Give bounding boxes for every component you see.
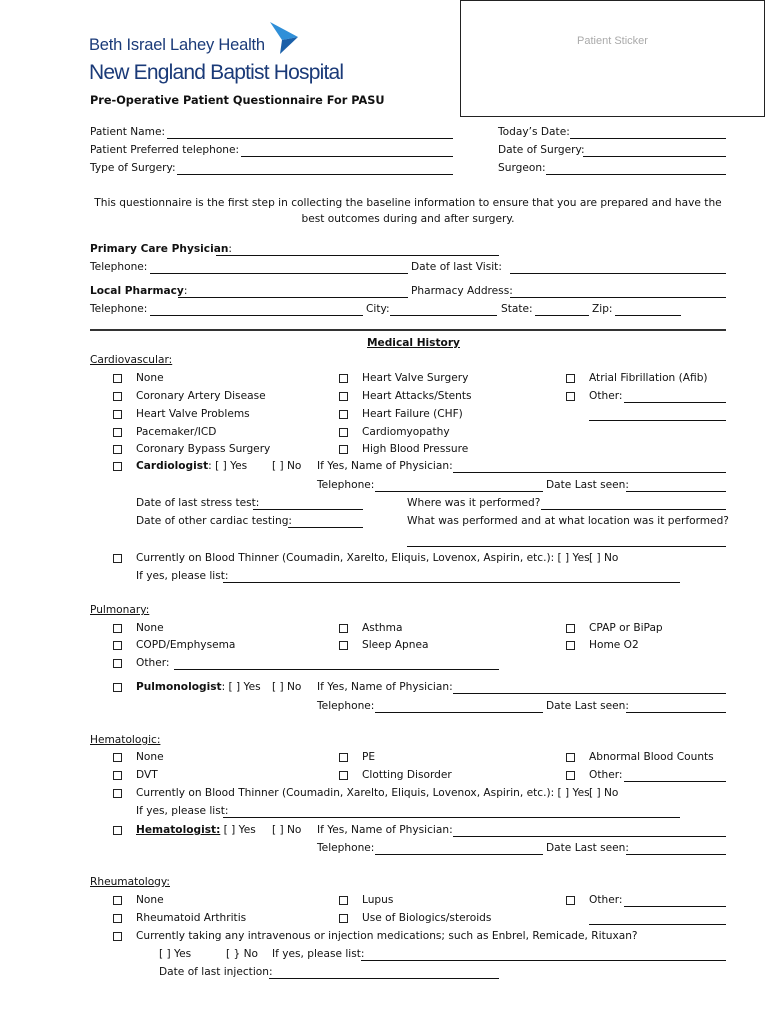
pharmacy-colon: : bbox=[183, 285, 188, 297]
cardio-physician-field[interactable] bbox=[453, 472, 726, 473]
patient-name-field[interactable] bbox=[167, 138, 453, 139]
rheumatology-option: Lupus bbox=[362, 894, 394, 906]
checkbox[interactable] bbox=[113, 410, 122, 419]
logo-text-hospital: New England Baptist Hospital bbox=[89, 61, 344, 84]
checkbox[interactable] bbox=[113, 932, 122, 941]
what-performed-field[interactable] bbox=[407, 546, 726, 547]
rheumatology-heading: Rheumatology: bbox=[90, 876, 170, 888]
checkbox[interactable] bbox=[566, 771, 575, 780]
checkbox[interactable] bbox=[113, 428, 122, 437]
checkbox[interactable] bbox=[113, 683, 122, 692]
section-divider bbox=[90, 329, 726, 331]
checkbox[interactable] bbox=[113, 753, 122, 762]
cardio-last-seen-label: Date Last seen: bbox=[546, 479, 629, 491]
hematologist-label: Hematologist: bbox=[136, 824, 221, 836]
hematologic-list-label: If yes, please list: bbox=[136, 805, 229, 817]
last-injection-field[interactable] bbox=[269, 978, 499, 979]
medical-history-title: Medical History bbox=[367, 337, 460, 349]
checkbox[interactable] bbox=[339, 771, 348, 780]
hematologic-other-field[interactable] bbox=[624, 781, 726, 782]
hematologic-telephone-label: Telephone: bbox=[317, 842, 375, 854]
last-injection-label: Date of last injection: bbox=[159, 966, 273, 978]
pulmonary-telephone-label: Telephone: bbox=[317, 700, 375, 712]
pcp-field[interactable] bbox=[216, 255, 499, 256]
iv-meds-no: [ } No bbox=[226, 948, 259, 960]
logo-arrow-icon bbox=[268, 20, 300, 56]
rheumatology-option: None bbox=[136, 894, 164, 906]
cardio-option: Heart Failure (CHF) bbox=[362, 408, 463, 420]
cardio-telephone-field[interactable] bbox=[375, 491, 543, 492]
stress-test-label: Date of last stress test: bbox=[136, 497, 260, 509]
pulmonologist-no: [ ] No bbox=[272, 681, 302, 693]
checkbox[interactable] bbox=[566, 896, 575, 905]
hematologic-telephone-field[interactable] bbox=[375, 854, 543, 855]
checkbox[interactable] bbox=[113, 445, 122, 454]
rheumatology-option: Use of Biologics/steroids bbox=[362, 912, 492, 924]
checkbox[interactable] bbox=[113, 826, 122, 835]
cardio-option: Heart Valve Surgery bbox=[362, 372, 469, 384]
checkbox[interactable] bbox=[339, 914, 348, 923]
pulmonary-option: Sleep Apnea bbox=[362, 639, 429, 651]
pulmonary-telephone-field[interactable] bbox=[375, 712, 543, 713]
cardio-option: None bbox=[136, 372, 164, 384]
pulmonary-option: Asthma bbox=[362, 622, 403, 634]
todays-date-field[interactable] bbox=[570, 138, 726, 139]
checkbox[interactable] bbox=[339, 410, 348, 419]
checkbox[interactable] bbox=[113, 624, 122, 633]
pcp-last-visit-label: Date of last Visit: bbox=[411, 261, 502, 273]
surgery-date-field[interactable] bbox=[583, 156, 726, 157]
cardio-option: Heart Valve Problems bbox=[136, 408, 250, 420]
pulmonary-last-seen-label: Date Last seen: bbox=[546, 700, 629, 712]
hematologic-option: Other: bbox=[589, 769, 623, 781]
checkbox[interactable] bbox=[113, 771, 122, 780]
hematologic-heading: Hematologic: bbox=[90, 734, 161, 746]
pulmonary-physician-label: If Yes, Name of Physician: bbox=[317, 681, 453, 693]
cardio-option: Other: bbox=[589, 390, 623, 402]
cardiologist-row bbox=[136, 460, 247, 472]
pulmonary-option: CPAP or BiPap bbox=[589, 622, 663, 634]
intro-paragraph: This questionnaire is the first step in collecting the baseline information to ensure that you are prepared and have the best outcomes during and after surgery. bbox=[94, 197, 722, 225]
cardio-option: Coronary Artery Disease bbox=[136, 390, 266, 402]
cardio-blood-thinner-no: [ ] No bbox=[589, 552, 619, 564]
stress-test-field[interactable] bbox=[253, 509, 363, 510]
iv-meds-list-label: If yes, please list: bbox=[272, 948, 365, 960]
pharmacy-address-field[interactable] bbox=[510, 297, 726, 298]
cardio-blood-thinner-label: Currently on Blood Thinner (Coumadin, Xarelto, Eliquis, Lovenox, Aspirin, etc.): [ ] Yes bbox=[136, 552, 590, 564]
surgery-type-field[interactable] bbox=[177, 174, 453, 175]
checkbox[interactable] bbox=[113, 462, 122, 471]
cardio-option: Cardiomyopathy bbox=[362, 426, 450, 438]
checkbox[interactable] bbox=[566, 624, 575, 633]
checkbox[interactable] bbox=[339, 753, 348, 762]
pulmonary-physician-field[interactable] bbox=[453, 693, 726, 694]
checkbox[interactable] bbox=[113, 896, 122, 905]
surgeon-label: Surgeon: bbox=[498, 162, 546, 174]
iv-meds-list-field[interactable] bbox=[361, 960, 726, 961]
hematologic-option: Clotting Disorder bbox=[362, 769, 452, 781]
checkbox[interactable] bbox=[113, 554, 122, 563]
patient-phone-field[interactable] bbox=[241, 156, 453, 157]
rheumatology-option: Other: bbox=[589, 894, 623, 906]
pulmonary-other-field[interactable] bbox=[174, 669, 499, 670]
hematologic-option: PE bbox=[362, 751, 376, 763]
other-testing-field[interactable] bbox=[288, 527, 363, 528]
iv-meds-yes: [ ] Yes bbox=[159, 948, 192, 960]
hematologic-blood-thinner-no: [ ] No bbox=[589, 787, 619, 799]
todays-date-label: Today’s Date: bbox=[498, 126, 570, 138]
pharmacy-telephone-field[interactable] bbox=[150, 315, 363, 316]
hematologic-physician-label: If Yes, Name of Physician: bbox=[317, 824, 453, 836]
checkbox[interactable] bbox=[339, 428, 348, 437]
cardiologist-yes: : [ ] Yes bbox=[208, 460, 248, 472]
hematologist-no: [ ] No bbox=[272, 824, 302, 836]
pharmacy-state-label: State: bbox=[501, 303, 533, 315]
cardio-list-label: If yes, please list: bbox=[136, 570, 229, 582]
pulmonologist-label: Pulmonologist bbox=[136, 681, 222, 693]
pharmacy-zip-field[interactable] bbox=[615, 315, 681, 316]
hematologic-last-seen-field[interactable] bbox=[626, 854, 726, 855]
pulmonary-option: Home O2 bbox=[589, 639, 639, 651]
other-testing-label: Date of other cardiac testing: bbox=[136, 515, 292, 527]
surgery-type-label: Type of Surgery: bbox=[90, 162, 176, 174]
pharmacy-state-field[interactable] bbox=[535, 315, 589, 316]
pharmacy-address-label: Pharmacy Address: bbox=[411, 285, 513, 297]
checkbox[interactable] bbox=[566, 641, 575, 650]
pcp-last-visit-field[interactable] bbox=[510, 273, 726, 274]
cardio-option: High Blood Pressure bbox=[362, 443, 469, 455]
pcp-label: Primary Care Physician bbox=[90, 243, 229, 255]
checkbox[interactable] bbox=[566, 374, 575, 383]
pulmonologist-yes: : [ ] Yes bbox=[221, 681, 261, 693]
checkbox[interactable] bbox=[113, 659, 122, 668]
logo-text-network: Beth Israel Lahey Health bbox=[89, 36, 265, 54]
checkbox[interactable] bbox=[566, 753, 575, 762]
pulmonologist-row bbox=[136, 681, 261, 693]
cardio-option: Pacemaker/ICD bbox=[136, 426, 217, 438]
hematologic-option: DVT bbox=[136, 769, 158, 781]
checkbox[interactable] bbox=[566, 392, 575, 401]
patient-name-label: Patient Name: bbox=[90, 126, 166, 138]
pulmonary-option: COPD/Emphysema bbox=[136, 639, 236, 651]
checkbox[interactable] bbox=[113, 641, 122, 650]
checkbox[interactable] bbox=[113, 374, 122, 383]
pharmacy-label: Local Pharmacy bbox=[90, 285, 184, 297]
where-performed-field[interactable] bbox=[541, 509, 726, 510]
pcp-label-wrap bbox=[90, 243, 232, 255]
cardio-option: Heart Attacks/Stents bbox=[362, 390, 472, 402]
pharmacy-city-label: City: bbox=[366, 303, 390, 315]
cardiologist-no: [ ] No bbox=[272, 460, 302, 472]
cardio-telephone-label: Telephone: bbox=[317, 479, 375, 491]
pulmonary-heading: Pulmonary: bbox=[90, 604, 150, 616]
patient-sticker-box bbox=[460, 0, 765, 117]
cardio-other-field-2[interactable] bbox=[589, 420, 726, 421]
pcp-colon: : bbox=[228, 243, 232, 255]
checkbox[interactable] bbox=[113, 914, 122, 923]
rheumatology-option: Rheumatoid Arthritis bbox=[136, 912, 247, 924]
pulmonary-last-seen-field[interactable] bbox=[626, 712, 726, 713]
pcp-telephone-field[interactable] bbox=[150, 273, 408, 274]
hematologic-physician-field[interactable] bbox=[453, 836, 726, 837]
cardio-option: Coronary Bypass Surgery bbox=[136, 443, 271, 455]
hematologic-blood-thinner-label: Currently on Blood Thinner (Coumadin, Xarelto, Eliquis, Lovenox, Aspirin, etc.): [ ] Yes bbox=[136, 787, 590, 799]
patient-phone-label: Patient Preferred telephone: bbox=[90, 144, 240, 156]
hematologist-yes: [ ] Yes bbox=[220, 824, 256, 836]
checkbox[interactable] bbox=[113, 789, 122, 798]
checkbox[interactable] bbox=[339, 392, 348, 401]
checkbox[interactable] bbox=[339, 641, 348, 650]
cardio-physician-label: If Yes, Name of Physician: bbox=[317, 460, 453, 472]
pharmacy-city-field[interactable] bbox=[390, 315, 497, 316]
checkbox[interactable] bbox=[113, 392, 122, 401]
cardio-last-seen-field[interactable] bbox=[626, 491, 726, 492]
what-performed-label: What was performed and at what location was it performed? bbox=[407, 515, 729, 527]
hematologic-option: Abnormal Blood Counts bbox=[589, 751, 714, 763]
surgery-date-label: Date of Surgery: bbox=[498, 144, 585, 156]
pharmacy-zip-label: Zip: bbox=[592, 303, 613, 315]
pharmacy-telephone-label: Telephone: bbox=[90, 303, 148, 315]
cardiologist-label: Cardiologist bbox=[136, 460, 209, 472]
hematologic-option: None bbox=[136, 751, 164, 763]
checkbox[interactable] bbox=[339, 445, 348, 454]
iv-meds-label: Currently taking any intravenous or injection medications; such as Enbrel, Remicade, Rituxan? bbox=[136, 930, 638, 942]
cardio-option: Atrial Fibrillation (Afib) bbox=[589, 372, 708, 384]
hematologist-row bbox=[136, 824, 256, 836]
rheumatology-other-field-2[interactable] bbox=[589, 924, 726, 925]
sticker-label: Patient Sticker bbox=[577, 35, 648, 47]
rheumatology-other-field[interactable] bbox=[624, 906, 726, 907]
pulmonary-option: Other: bbox=[136, 657, 170, 669]
pharmacy-field[interactable] bbox=[178, 297, 408, 298]
pulmonary-option: None bbox=[136, 622, 164, 634]
checkbox[interactable] bbox=[339, 896, 348, 905]
checkbox[interactable] bbox=[339, 374, 348, 383]
pcp-telephone-label: Telephone: bbox=[90, 261, 148, 273]
where-performed-label: Where was it performed? bbox=[407, 497, 541, 509]
pharmacy-label-wrap bbox=[90, 285, 187, 297]
hematologic-list-field[interactable] bbox=[223, 817, 680, 818]
form-title: Pre-Operative Patient Questionnaire For PASU bbox=[90, 94, 385, 107]
cardio-other-field[interactable] bbox=[624, 402, 726, 403]
surgeon-field[interactable] bbox=[546, 174, 726, 175]
cardio-heading: Cardiovascular: bbox=[90, 354, 173, 366]
hematologic-last-seen-label: Date Last seen: bbox=[546, 842, 629, 854]
cardio-list-field[interactable] bbox=[223, 582, 680, 583]
checkbox[interactable] bbox=[339, 624, 348, 633]
